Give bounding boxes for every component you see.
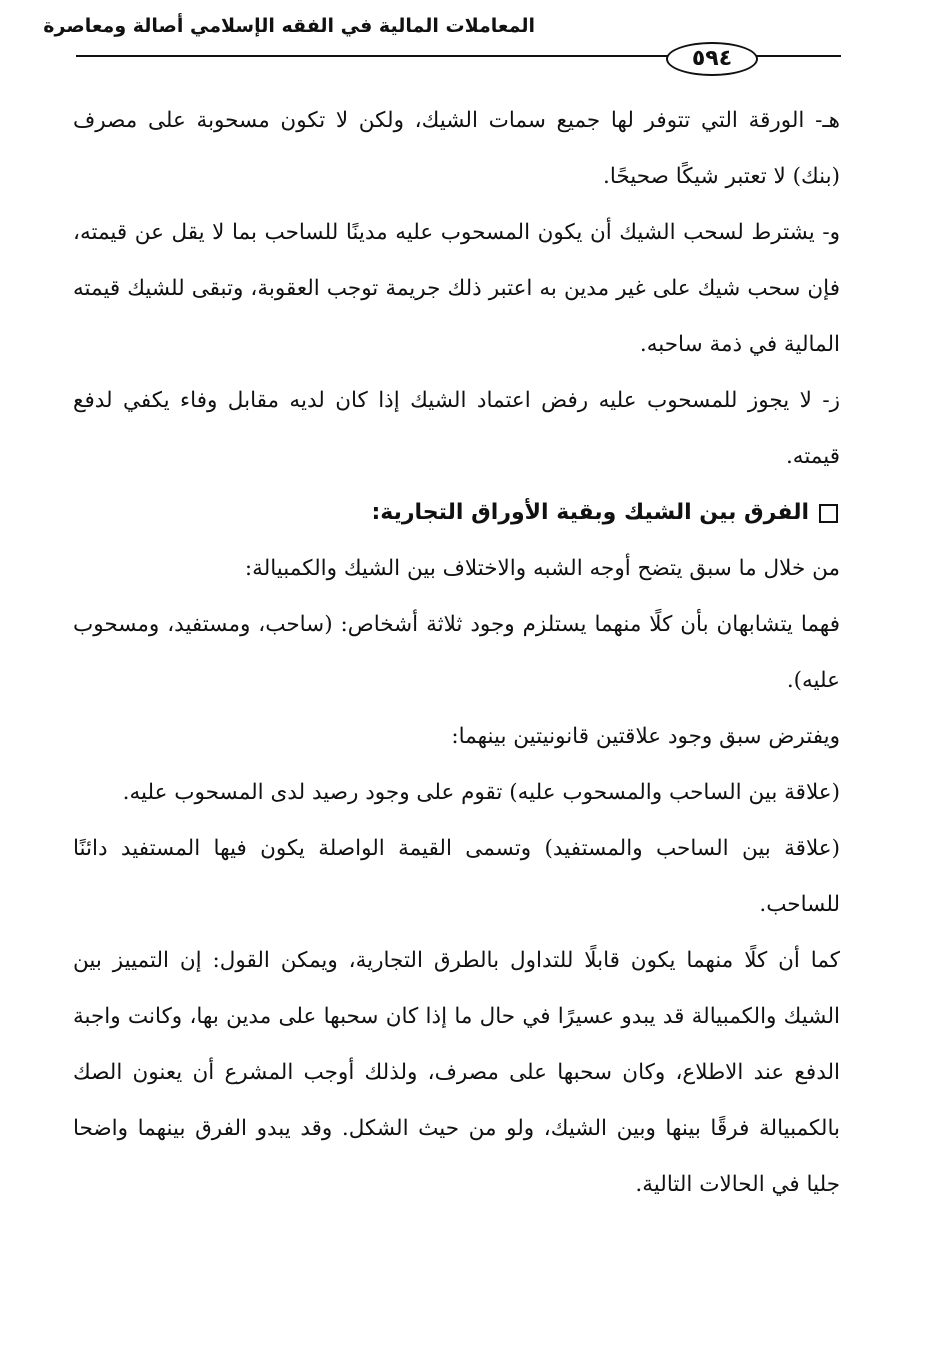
section-heading <box>73 485 840 541</box>
section-heading-text: الفرق بين الشيك وبقية الأوراق التجارية: <box>371 500 809 525</box>
paragraph-similarity: فهما يتشابهان بأن كلًا منهما يستلزم وجود ثلاثة أشخاص: (ساحب، ومستفيد، ومسحوب عليه). <box>73 612 840 693</box>
running-header-title: المعاملات المالية في الفقه الإسلامي أصالة ومعاصرة <box>43 15 535 37</box>
paragraph-relation-drawee: (علاقة بين الساحب والمسحوب عليه) تقوم على وجود رصيد لدى المسحوب عليه. <box>122 780 840 805</box>
paragraph-intro: من خلال ما سبق يتضح أوجه الشبه والاختلاف بين الشيك والكمبيالة: <box>244 556 840 581</box>
paragraph-relation-beneficiary: (علاقة بين الساحب والمستفيد) وتسمى القيمة الواصلة يكون فيها المستفيد دائنًا للساحب. <box>73 836 840 917</box>
paragraph-he: هـ- الورقة التي تتوفر لها جميع سمات الشيك، ولكن لا تكون مسحوبة على مصرف (بنك) لا تعتبر شيكًا صحيحًا. <box>73 108 840 189</box>
paragraph-relations: ويفترض سبق وجود علاقتين قانونيتين بينهما: <box>451 724 840 749</box>
page-body <box>73 93 840 1213</box>
checkbox-square-icon <box>819 504 838 523</box>
paragraph-zay: ز- لا يجوز للمسحوب عليه رفض اعتماد الشيك إذا كان لديه مقابل وفاء يكفي لدفع قيمته. <box>73 388 840 469</box>
paragraph-waw: و- يشترط لسحب الشيك أن يكون المسحوب عليه مدينًا للساحب بما لا يقل عن قيمته، فإن سحب شيك على غير مدين به اعتبر ذلك جريمة توجب العقوبة، وتبقى للشيك قيمته المالية في ذمة ساحبه. <box>73 220 840 357</box>
paragraph-negotiability: كما أن كلًا منهما يكون قابلًا للتداول بالطرق التجارية، ويمكن القول: إن التمييز بين الشيك والكمبيالة قد يبدو عسيرًا في حال ما إذا كان سحبها على مدين بها، وكانت واجبة الدفع عند الاطلاع، وكان سحبها على مصرف، ولذلك أوجب المشرع أن يعنون الصك بالكمبيالة فرقًا بينها وبين الشيك، ولو من حيث الشكل. وقد يبدو الفرق بينهما واضحا جليا في الحالات التالية. <box>73 948 840 1197</box>
page-number-badge: ٥٩٤ <box>666 42 758 76</box>
